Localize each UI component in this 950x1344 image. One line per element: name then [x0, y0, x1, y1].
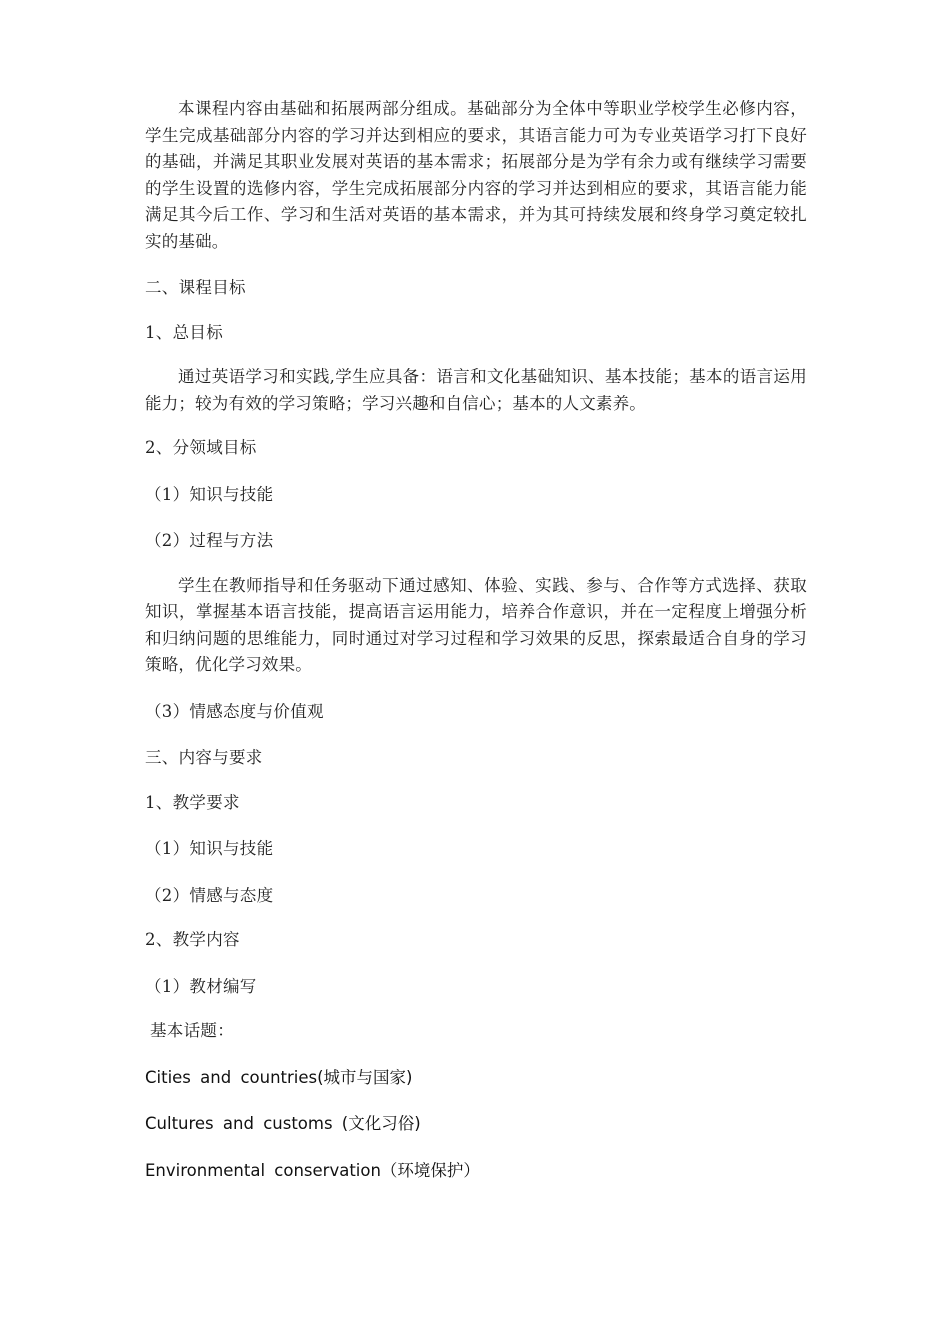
process-paragraph: 学生在教师指导和任务驱动下通过感知、体验、实践、参与、合作等方式选择、获取知识，掌握基本语言技能，提高语言运用能力，培养合作意识，并在一定程度上增强分析和归纳问题的思维能力，同时通过对学习过程和学习效果的反思，探索最适合自身的学习策略，优化学习效果。: [145, 575, 807, 674]
req-emotion-attitude-item: （2）情感与态度: [145, 885, 274, 905]
textbook-writing-item: （1）教材编写: [145, 976, 257, 996]
section3-heading: 三、内容与要求: [145, 748, 263, 767]
teaching-content-heading: 2、教学内容: [145, 930, 240, 949]
domain-goal-heading: 2、分领域目标: [145, 438, 257, 457]
intro-paragraph: 本课程内容由基础和拓展两部分组成。基础部分为全体中等职业学校学生必修内容，学生完成基础部分内容的学习并达到相应的要求，其语言能力可为专业英语学习打下良好的基础，并满足其职业发展对英语的基本需求；拓展部分是为学有余力或有继续学习需要的学生设置的选修内容，学生完成拓展部分内容的学习并达到相应的要求，其语言能力能满足其今后工作、学习和生活对英语的基本需求，并为其可持续发展和终身学习奠定较扎实的基础。: [145, 99, 807, 251]
teaching-requirements-heading: 1、教学要求: [145, 792, 240, 812]
overall-goal-paragraph: 通过英语学习和实践,学生应具备：语言和文化基础知识、基本技能；基本的语言运用能力；较为有效的学习策略；学习兴趣和自信心；基本的人文素养。: [145, 367, 807, 413]
knowledge-skills-item: （1）知识与技能: [145, 484, 274, 504]
topic-item: Environmental conservation（环境保护）: [145, 1160, 480, 1180]
overall-goal-heading: 1、总目标: [145, 322, 223, 342]
topic-item: Cities and countries(城市与国家): [145, 1067, 413, 1087]
topic-item: Cultures and customs (文化习俗): [145, 1114, 421, 1133]
section2-heading: 二、课程目标: [145, 278, 246, 297]
req-knowledge-skills-item: （1）知识与技能: [145, 839, 274, 858]
document-body: [145, 96, 807, 1184]
basic-topics-label: 基本话题：: [150, 1021, 234, 1040]
emotion-values-item: （3）情感态度与价值观: [145, 701, 324, 721]
process-method-item: （2）过程与方法: [145, 531, 274, 550]
